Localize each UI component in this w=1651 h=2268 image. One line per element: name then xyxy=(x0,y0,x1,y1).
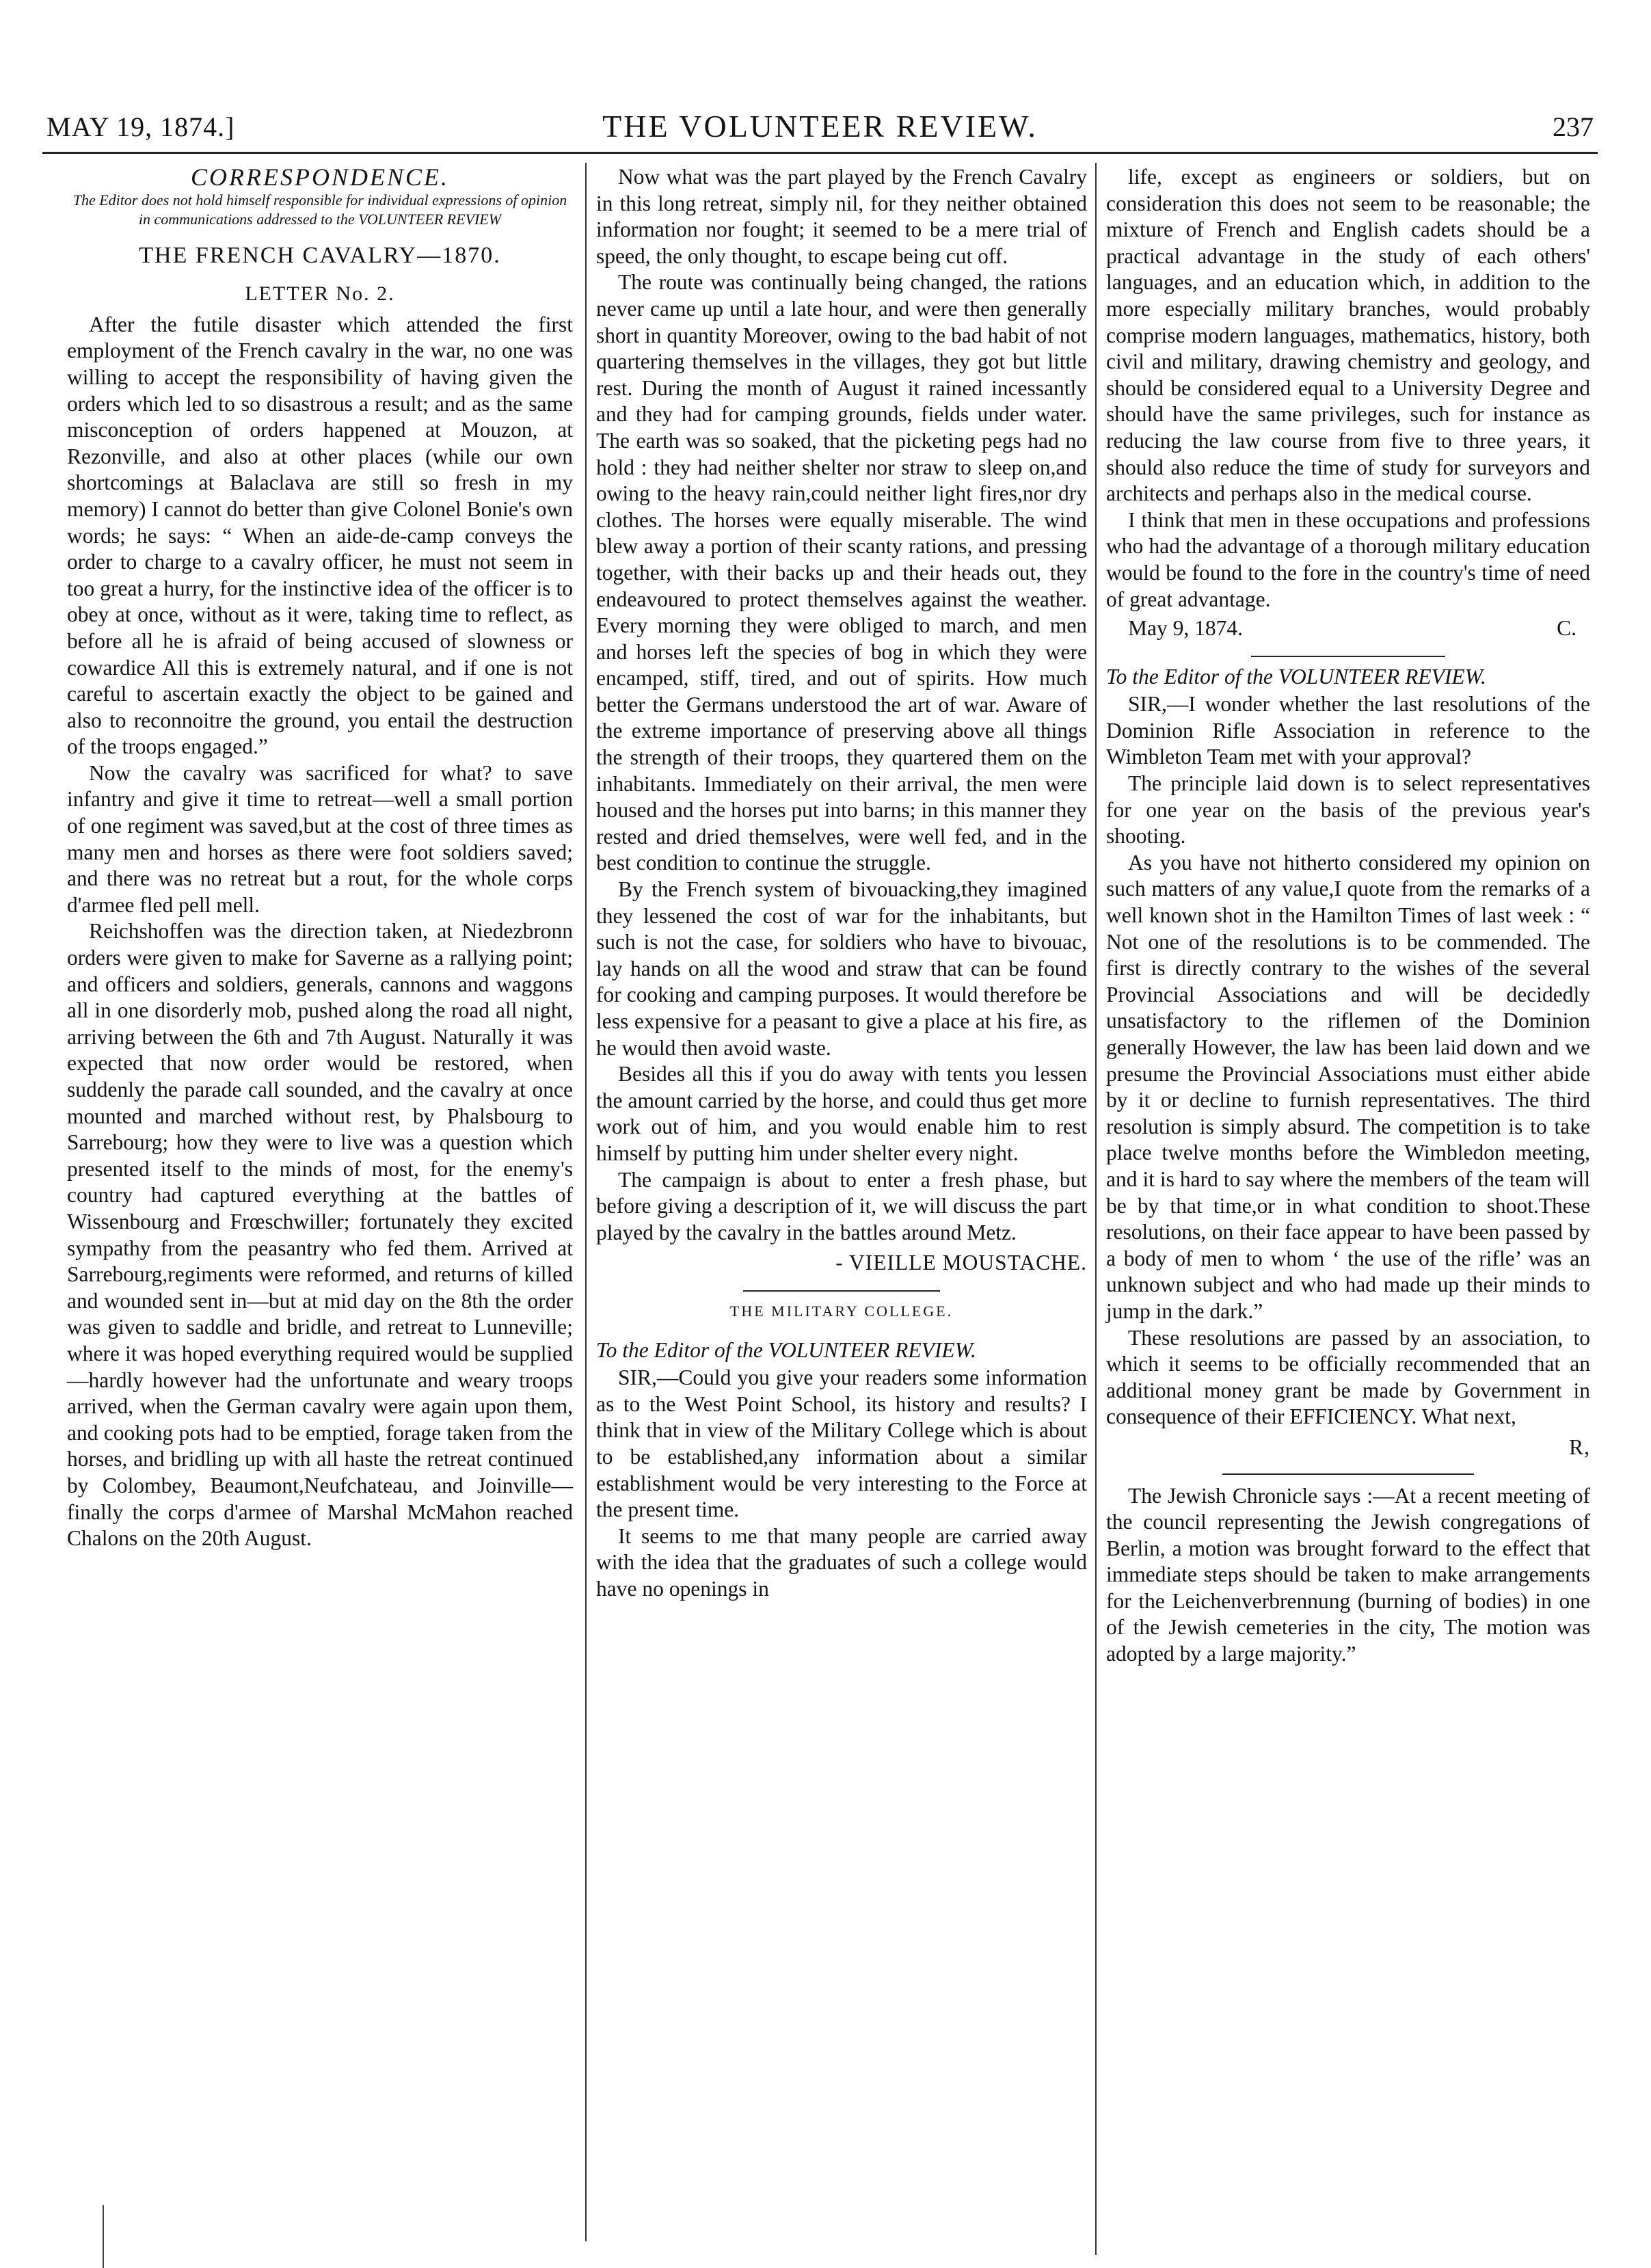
column-divider xyxy=(1095,163,1097,2255)
section-separator xyxy=(1251,656,1445,657)
signoff-initial: C. xyxy=(1557,616,1576,641)
paragraph: SIR,—Could you give your readers some information as to the West Point School, its history and results? I think that in view of the Military College which is about to be established,any information about a similar establishment would be very interesting to the Force at the present time. xyxy=(596,1365,1087,1522)
letter-signoff xyxy=(1106,615,1590,642)
paragraph: The route was continually being changed, the rations never came up until a late hour, and were then generally short in quantity Moreover, owing to the bad habit of not quartering themselves in the villages, they got but little rest. During the month of August it rained incessantly and they had for camping grounds, fields under water. The earth was so soaked, that the picketing pegs had no hold : they had neither shelter nor straw to sleep on,and owing to the heavy rain,could neither light fires,nor dry clothes. The horses were equally miserable. The wind blew away a portion of their scanty rations, and pressing together, with their backs up and their heads out, they endeavoured to protect themselves against the weather. Every morning they were obliged to march, and men and horses left the species of bog in which they were encamped, stiff, tired, and out of spirits. How much better the Germans understood the art of war. Aware of the extreme importance of preserving above all things the strength of their troops, they quartered them on the inhabitants. Immediately on their arrival, the men were housed and the horses put into barns; in this manner they rested and dried themselves, were well fed, and in the best condition to continue the struggle. xyxy=(596,270,1087,875)
paragraph: life, except as engineers or soldiers, but on consideration this does not seem to be reasonable; the mixture of French and English cadets should be a practical advantage in the study of each others' languages, and an education which, in addition to the more especially military branches, would probably comprise modern languages, mathematics, history, both civil and military, drawing chemistry and geology, and should be considered equal to a University Degree and should have the same privileges, such for instance as reducing the law course from five to three years, it should also reduce the time of study for surveyors and architects and perhaps also in the medical course. xyxy=(1106,165,1590,506)
section-separator xyxy=(743,1290,939,1292)
letter-number: LETTER No. 2. xyxy=(245,282,395,306)
paragraph: Besides all this if you do away with tents you lessen the amount carried by the horse, and could thus get more work out of him, and you would enable him to rest himself by putting him under shelter every night. xyxy=(596,1062,1087,1165)
salutation-line: To the Editor of the VOLUNTEER REVIEW. xyxy=(1106,664,1486,689)
column-1 xyxy=(67,164,573,1552)
paragraph: The principle laid down is to select representatives for one year on the basis of the previous year's shooting. xyxy=(1106,771,1590,849)
paragraph: I think that men in these occupations and professions who had the advantage of a thorough military education would be found to the fore in the country's time of need of great advantage. xyxy=(1106,507,1590,611)
column-3 xyxy=(1106,164,1590,1668)
section-separator xyxy=(1222,1473,1474,1475)
paragraph: Now what was the part played by the French Cavalry in this long retreat, simply nil, for they neither obtained information nor fought; it seemed to be a mere trial of speed, the only thought, to escape being cut off. xyxy=(596,165,1087,268)
paragraph: Now the cavalry was sacrificed for what? to save infantry and give it time to retreat—well a small portion of one regiment was saved,but at the cost of three times as many men and horses as there were foot soldiers saved; and there was no retreat but a rout, for the whole corps d'armee fled pell mell. xyxy=(67,760,573,917)
signoff-initial: R, xyxy=(1569,1435,1590,1459)
editor-disclaimer: The Editor does not hold himself responsible for individual expressions of opinion in communications addressed to the VOLUNTEER REVIEW xyxy=(72,191,567,228)
article-title: THE FRENCH CAVALRY—1870. xyxy=(139,242,501,268)
masthead-rule xyxy=(42,152,1598,154)
page-number: 237 xyxy=(1553,111,1594,142)
paragraph: The Jewish Chronicle says :—At a recent meeting of the council representing the Jewish congregations of Berlin, a motion was brought forward to the effect that immediate steps should be taken to make arrangements for the Leichenverbrennung (burning of bodies) in one of the Jewish cemeteries in the city, The motion was adopted by a large majority.” xyxy=(1106,1483,1590,1666)
signoff-date: May 9, 1874. xyxy=(1128,616,1243,641)
paragraph: It seems to me that many people are carried away with the idea that the graduates of such a college would have no openings in xyxy=(596,1523,1087,1601)
paragraph: These resolutions are passed by an association, to which it seems to be officially recommended that an additional money grant be made by Government in consequence of their EFFICIENCY. What next, xyxy=(1106,1325,1590,1429)
column-2 xyxy=(596,164,1087,1602)
publication-title: THE VOLUNTEER REVIEW. xyxy=(602,109,1038,144)
section-title: CORRESPONDENCE. xyxy=(191,163,449,191)
paragraph: Reichshoffen was the direction taken, at Niedezbronn orders were given to make for Saverne as a rallying point; and officers and soldiers, generals, cannons and waggons all in one disorderly mob, pushed along the road all night, arriving between the 6th and 7th August. Naturally it was expected that now order would be restored, when suddenly the parade call sounded, and the cavalry at once mounted and marched without rest, by Phalsbourg to Sarrebourg; how they were to live was a question which presented itself to the minds of most, for the enemy's country had captured everything at the battles of Wissenbourg and Frœschwiller; fortunately they excited sympathy from the peasantry who fed them. Arrived at Sarrebourg,regiments were reformed, and returns of killed and wounded sent in—but at mid day on the 8th the order was given to saddle and bridle, and retreat to Lunneville; where it was hoped everything required would be supplied—hardly however had the unfortunate and weary troops arrived, when the German cavalry were again upon them, and cooking pots had to be emptied, forage taken from the horses, and bridling up with all haste the retreat continued by Colombey, Beaumont,Neufchateau, and Joinville—finally the corps d'armee of Marshal McMahon reached Chalons on the 20th August. xyxy=(67,919,573,1551)
salutation-line: To the Editor of the VOLUNTEER REVIEW. xyxy=(596,1337,976,1362)
column-divider xyxy=(585,163,587,2241)
masthead xyxy=(42,108,1598,156)
paragraph: SIR,—I wonder whether the last resolutions of the Dominion Rifle Association in reference to the Wimbleton Team met with your approval? xyxy=(1106,692,1590,769)
margin-mark xyxy=(103,2205,104,2268)
paragraph: As you have not hitherto considered my opinion on such matters of any value,I quote from the remarks of a well known shot in the Hamilton Times of last week : “ Not one of the resolutions is to be commended. The first is directly contrary to the wishes of the several Provincial Associations and will be decidedly unsatisfactory to the riflemen of the Dominion generally However, the law has been laid down and we presume the Provincial Associations must either abide by it or decline to furnish representatives. The third resolution is simply absurd. The competition is to take place twelve months before the Wimbledon meeting, and it is hard to say where the members of the team will be by that time,or in what condition to shoot.These resolutions, on their face appear to have been passed by a body of men to whom ‘ the use of the rifle’ was an unknown subject and who had made up their minds to jump in the dark.” xyxy=(1106,850,1590,1323)
paragraph: By the French system of bivouacking,they imagined they lessened the cost of war for the inhabitants, but such is not the case, for soldiers who have to bivouac, lay hands on all the wood and straw that can be found for cooking and camping purposes. It would therefore be less expensive for a peasant to give a place at his fire, as he would then avoid waste. xyxy=(596,877,1087,1060)
article-title: THE MILITARY COLLEGE. xyxy=(729,1302,954,1320)
signature: - VIEILLE MOUSTACHE. xyxy=(835,1251,1087,1275)
issue-date: MAY 19, 1874.] xyxy=(46,111,235,142)
paragraph: The campaign is about to enter a fresh phase, but before giving a description of it, we will discuss the part played by the cavalry in the battles around Metz. xyxy=(596,1167,1087,1244)
paragraph: After the futile disaster which attended the first employment of the French cavalry in the war, no one was willing to accept the responsibility of having given the orders which led to so disastrous a result; and as the same misconception of orders happened at Mouzon, at Rezonville, and also at other places (while our own shortcomings at Balaclava are still so fresh in my memory) I cannot do better than give Colonel Bonie's own words; he says: “ When an aide-de-camp conveys the order to charge to a cavalry officer, he must not seem in too great a hurry, for the instinctive idea of the officer is to obey at once, without as it were, taking time to reflect, as before all he is afraid of being accused of slowness or cowardice All this is extremely natural, and if one is not careful to ascertain exactly the object to be gained and also to reconnoitre the ground, you entail the destruction of the troops engaged.” xyxy=(67,312,573,759)
